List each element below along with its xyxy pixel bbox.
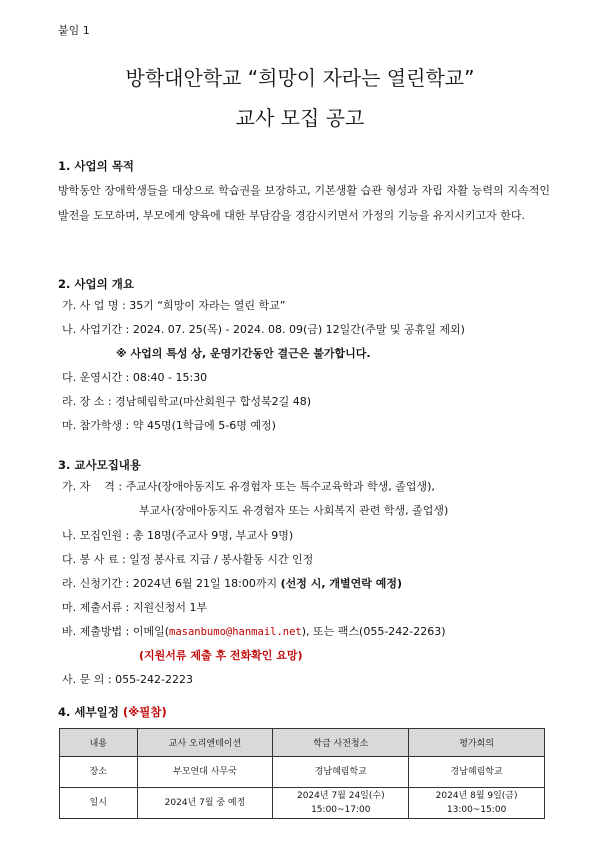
s3-volunteer-fee: 다. 봉 사 료 : 일정 봉사료 지급 / 봉사활동 시간 인정 bbox=[62, 553, 314, 566]
s3-method-note: (지원서류 제출 후 전화확인 요망) bbox=[139, 649, 303, 662]
s4-heading-required: (※필참) bbox=[122, 705, 167, 719]
email-link[interactable]: masanbumo@hanmail.net bbox=[169, 626, 302, 638]
table-cell: 일시 bbox=[60, 788, 138, 819]
table-cell: 2024년 8월 9일(금) 13:00~15:00 bbox=[409, 788, 545, 819]
s3-method bbox=[62, 623, 446, 639]
s2-item-hours: 다. 운영시간 : 08:40 - 15:30 bbox=[62, 371, 208, 384]
annex-label: 붙임 1 bbox=[58, 24, 90, 37]
section1-body: 방학동안 장애학생들을 대상으로 학습권을 보장하고, 기본생활 습관 형성과 자립 자활 능력의 지속적인 발전을 도모하며, 부모에게 양육에 대한 부담감을 경감시키면서 가정의 기능을 유지시키고자 한다. bbox=[58, 184, 550, 222]
table-row bbox=[60, 788, 545, 819]
page-title: 방학대안학교 “희망이 자라는 열린학교” bbox=[125, 66, 475, 90]
table-header: 내용 bbox=[60, 729, 138, 757]
table-header: 학급 사전청소 bbox=[273, 729, 409, 757]
section3-heading: 3. 교사모집내용 bbox=[58, 458, 142, 472]
section2-heading: 2. 사업의 개요 bbox=[58, 277, 134, 291]
s3-documents: 마. 제출서류 : 지원신청서 1부 bbox=[62, 601, 208, 614]
section4-heading bbox=[58, 704, 167, 720]
table-cell: 경남혜림학교 bbox=[409, 757, 545, 788]
table-cell: 2024년 7월 24일(수) 15:00~17:00 bbox=[273, 788, 409, 819]
s3-method-prefix: 바. 제출방법 : 이메일( bbox=[62, 625, 169, 638]
s2-item-students: 마. 참가학생 : 약 45명(1학급에 5-6명 예정) bbox=[62, 419, 276, 432]
s2-item-place: 라. 장 소 : 경남혜림학교(마산회원구 합성북2길 48) bbox=[62, 395, 312, 408]
table-cell: 2024년 7월 중 예정 bbox=[137, 788, 273, 819]
s2-item-period: 나. 사업기간 : 2024. 07. 25(목) - 2024. 08. 09(금) 12일간(주말 및 공휴일 제외) bbox=[62, 323, 465, 336]
s3-qual1: 주교사(장애아동지도 유경험자 또는 특수교육학과 학생, 졸업생), bbox=[125, 480, 435, 493]
table-header-row bbox=[60, 729, 545, 757]
s4-heading-text: 4. 세부일정 bbox=[58, 705, 123, 719]
page-subtitle: 교사 모집 공고 bbox=[235, 106, 365, 130]
s3-qual-prefix: 가. 자 격 : bbox=[62, 480, 126, 493]
s2-item-name: 가. 사 업 명 : 35기 “희망이 자라는 열린 학교” bbox=[62, 299, 286, 312]
table-header: 평가회의 bbox=[409, 729, 545, 757]
s3-qual2: 부교사(장애아동지도 유경험자 또는 사회복지 관련 학생, 졸업생) bbox=[139, 504, 449, 517]
table-cell: 경남혜림학교 bbox=[273, 757, 409, 788]
table-cell: 부모연대 사무국 bbox=[137, 757, 273, 788]
table-header: 교사 오리엔테이션 bbox=[137, 729, 273, 757]
s3-apply-note: (선정 시, 개별연락 예정) bbox=[280, 577, 402, 590]
s3-method-suffix: ), 또는 팩스(055-242-2263) bbox=[301, 625, 446, 638]
s2-note: ※ 사업의 특성 상, 운영기간동안 결근은 불가합니다. bbox=[116, 347, 371, 360]
s3-apply-prefix: 라. 신청기간 : 2024년 6월 21일 18:00까지 bbox=[62, 577, 281, 590]
table-row bbox=[60, 757, 545, 788]
table-cell: 장소 bbox=[60, 757, 138, 788]
s3-qualification bbox=[62, 478, 435, 494]
s3-contact: 사. 문 의 : 055-242-2223 bbox=[62, 673, 193, 686]
schedule-table bbox=[59, 728, 545, 819]
s3-apply-period bbox=[62, 575, 402, 591]
s3-recruit: 나. 모집인원 : 총 18명(주교사 9명, 부교사 9명) bbox=[62, 529, 294, 542]
section1-heading: 1. 사업의 목적 bbox=[58, 159, 134, 173]
